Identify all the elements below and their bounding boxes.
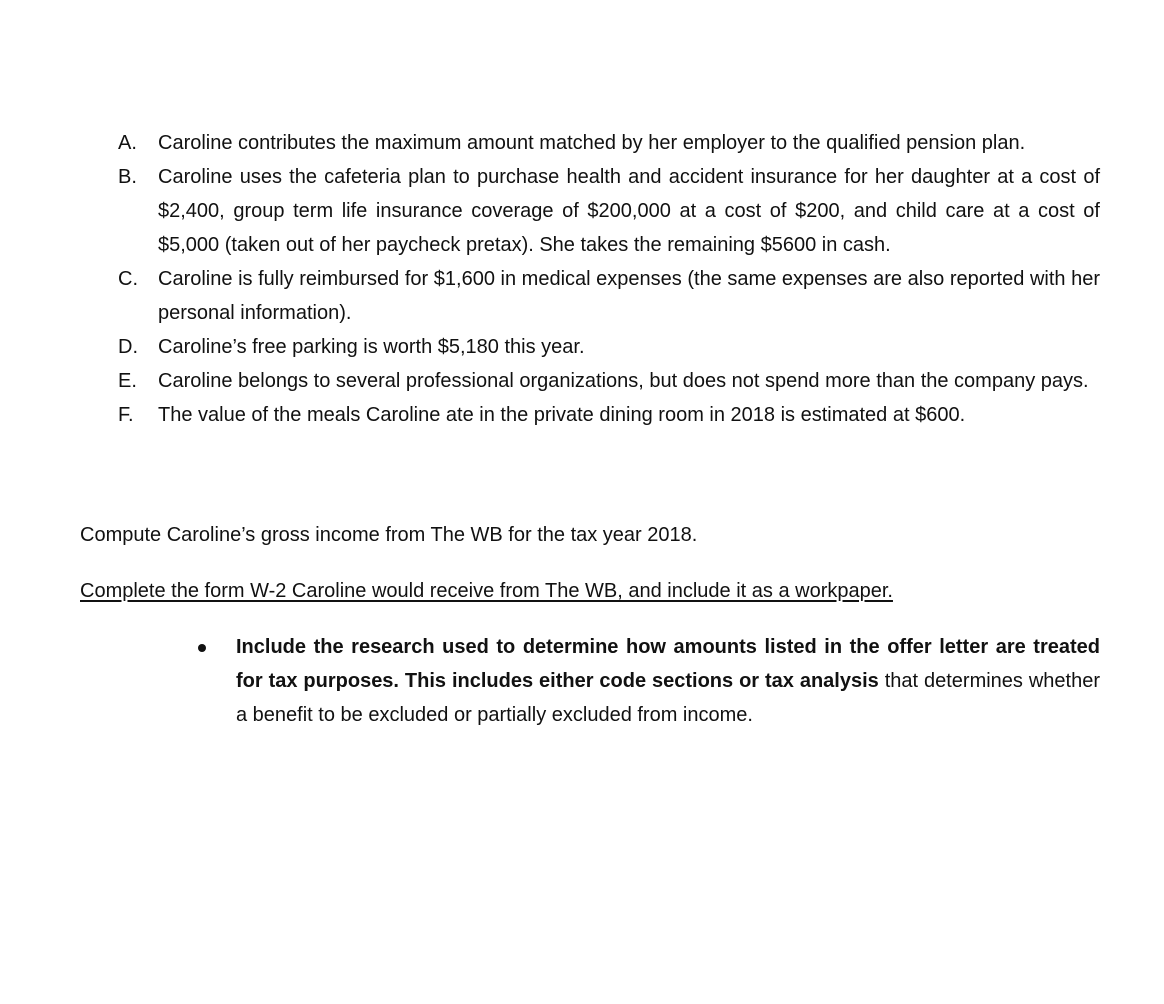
complete-w2-instruction: Complete the form W-2 Caroline would receive from The WB, and include it as a workpaper. <box>80 580 893 602</box>
research-bullet <box>196 630 1100 732</box>
list-item-e <box>118 364 1100 398</box>
list-item-text: Caroline is fully reimbursed for $1,600 in medical expenses (the same expenses are also reported with her personal information). <box>158 268 1100 324</box>
list-item-text: Caroline belongs to several professional organizations, but does not spend more than the company pays. <box>158 370 1089 392</box>
list-marker: E. <box>118 370 137 392</box>
bullet-text <box>236 630 1100 732</box>
compute-instruction: Compute Caroline’s gross income from The WB for the tax year 2018. <box>80 524 698 546</box>
list-item-text: The value of the meals Caroline ate in the private dining room in 2018 is estimated at $600. <box>158 404 966 426</box>
list-marker: F. <box>118 404 134 426</box>
list-item-b <box>118 160 1100 262</box>
bullet-regular-text: that determines whether a benefit to be excluded or partially excluded from income. <box>236 670 1101 726</box>
list-marker: B. <box>118 166 137 188</box>
list-item-f <box>118 398 1100 432</box>
benefit-list <box>118 126 1100 432</box>
list-item-text: Caroline uses the cafeteria plan to purchase health and accident insurance for her daughter at a cost of $2,400, group term life insurance coverage of $200,000 at a cost of $200, and child care at a cost of $5,000 (taken out of her paycheck pretax). She takes the remaining $5600 in cash. <box>158 166 1100 256</box>
list-marker: A. <box>118 132 137 154</box>
list-item-c <box>118 262 1100 330</box>
list-item-text: Caroline’s free parking is worth $5,180 this year. <box>158 336 585 358</box>
bullet-icon <box>196 630 236 732</box>
list-item-a <box>118 126 1100 160</box>
bullet-bold-text: Include the research used to determine how amounts listed in the offer letter are treated for tax purposes. This includes either code sections or tax analysis <box>236 636 1100 692</box>
list-marker: D. <box>118 336 138 358</box>
list-item-d <box>118 330 1100 364</box>
list-item-text: Caroline contributes the maximum amount matched by her employer to the qualified pension plan. <box>158 132 1026 154</box>
list-marker: C. <box>118 268 138 290</box>
